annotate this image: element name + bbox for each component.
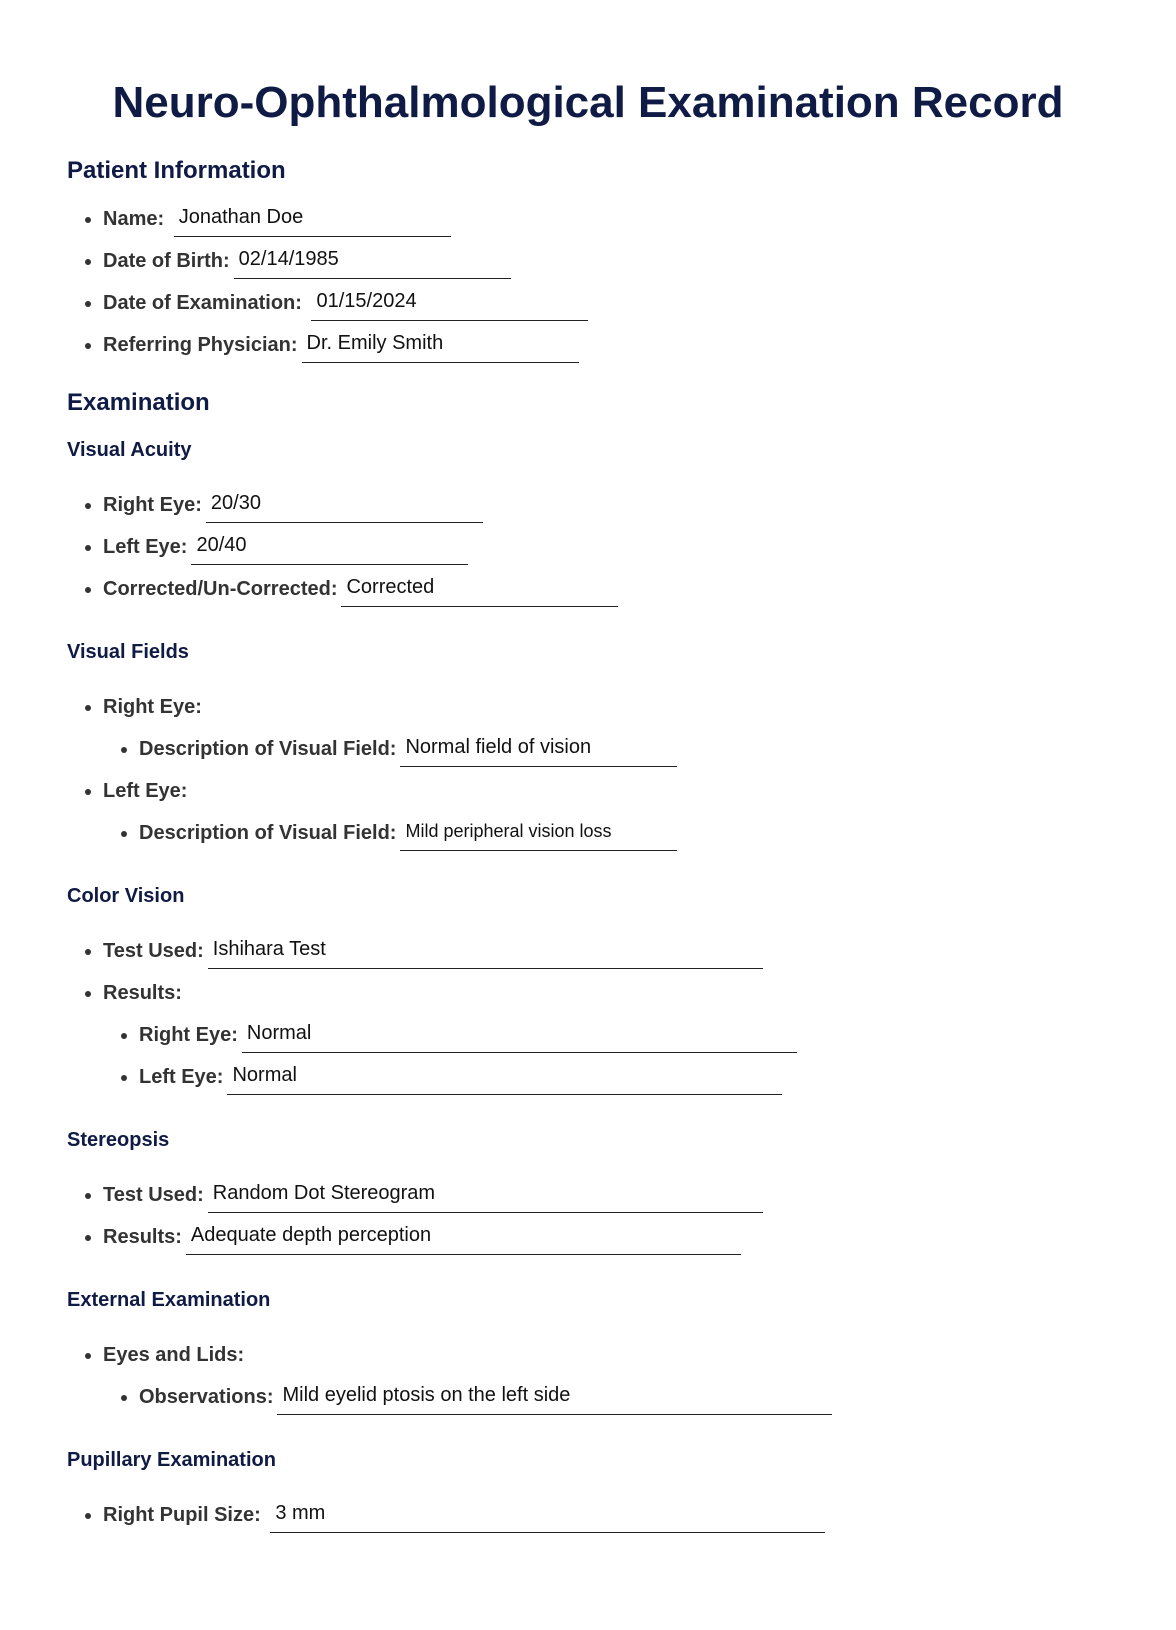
description-label: Description of Visual Field: — [139, 738, 397, 760]
left-visual-field-field[interactable]: Mild peripheral vision loss — [400, 824, 677, 851]
right-pupil-field[interactable]: 3 mm — [270, 1506, 825, 1533]
dob-field[interactable]: 02/14/1985 — [234, 252, 511, 279]
eyes-lids-label: Eyes and Lids: — [103, 1344, 245, 1366]
list-item — [103, 770, 1136, 854]
list-item — [103, 930, 1136, 972]
left-eye-label: Left Eye: — [139, 1066, 224, 1088]
dob-label: Date of Birth: — [103, 250, 230, 272]
left-eye-label: Left Eye: — [103, 780, 188, 802]
list-item — [103, 198, 1136, 240]
list-item — [103, 324, 1136, 366]
list-item — [139, 728, 1136, 770]
list-item — [103, 282, 1136, 324]
right-pupil-label: Right Pupil Size: — [103, 1504, 261, 1526]
observations-field[interactable]: Mild eyelid ptosis on the left side — [277, 1388, 832, 1415]
list-item — [139, 812, 1136, 854]
corrected-label: Corrected/Un-Corrected: — [103, 578, 338, 600]
list-item — [103, 1216, 1136, 1258]
list-item — [103, 1334, 1136, 1418]
stereo-test-field[interactable]: Random Dot Stereogram — [208, 1186, 763, 1213]
color-left-field[interactable]: Normal — [227, 1068, 782, 1095]
visual-acuity-list — [67, 484, 1136, 610]
left-eye-label: Left Eye: — [103, 536, 188, 558]
list-item — [103, 972, 1136, 1098]
patient-info-list — [67, 198, 1136, 366]
list-item — [139, 1056, 1136, 1098]
name-field[interactable]: Jonathan Doe — [174, 210, 451, 237]
list-item — [103, 240, 1136, 282]
physician-field[interactable]: Dr. Emily Smith — [302, 336, 579, 363]
color-right-field[interactable]: Normal — [242, 1026, 797, 1053]
external-exam-list — [67, 1334, 1136, 1418]
list-item — [103, 484, 1136, 526]
list-item — [139, 1014, 1136, 1056]
corrected-field[interactable]: Corrected — [341, 580, 618, 607]
exam-date-label: Date of Examination: — [103, 292, 302, 314]
patient-info-heading: Patient Information — [67, 157, 286, 184]
page-title: Neuro-Ophthalmological Examination Record — [112, 78, 1064, 127]
right-visual-field-field[interactable]: Normal field of vision — [400, 740, 677, 767]
color-vision-list — [67, 930, 1136, 1098]
test-used-label: Test Used: — [103, 940, 204, 962]
content — [67, 156, 1136, 1558]
description-label: Description of Visual Field: — [139, 822, 397, 844]
stereo-results-field[interactable]: Adequate depth perception — [186, 1228, 741, 1255]
right-eye-label: Right Eye: — [103, 494, 202, 516]
pupillary-list — [67, 1494, 1136, 1536]
color-vision-heading: Color Vision — [67, 885, 185, 907]
list-item — [103, 526, 1136, 568]
examination-heading: Examination — [67, 389, 210, 416]
stereopsis-heading: Stereopsis — [67, 1129, 170, 1151]
right-eye-acuity-field[interactable]: 20/30 — [206, 496, 483, 523]
left-eye-acuity-field[interactable]: 20/40 — [191, 538, 468, 565]
stereopsis-list — [67, 1174, 1136, 1258]
list-item — [103, 568, 1136, 610]
list-item — [103, 1174, 1136, 1216]
test-used-label: Test Used: — [103, 1184, 204, 1206]
name-label: Name: — [103, 208, 165, 230]
visual-fields-list — [67, 686, 1136, 854]
visual-acuity-heading: Visual Acuity — [67, 439, 192, 461]
external-exam-heading: External Examination — [67, 1289, 271, 1311]
results-label: Results: — [103, 1226, 182, 1248]
list-item — [103, 1494, 1136, 1536]
pupillary-exam-heading: Pupillary Examination — [67, 1449, 276, 1471]
results-label: Results: — [103, 982, 182, 1004]
list-item — [139, 1376, 1136, 1418]
physician-label: Referring Physician: — [103, 334, 298, 356]
color-test-field[interactable]: Ishihara Test — [208, 942, 763, 969]
exam-date-field[interactable]: 01/15/2024 — [311, 294, 588, 321]
observations-label: Observations: — [139, 1386, 274, 1408]
list-item — [103, 686, 1136, 770]
visual-fields-heading: Visual Fields — [67, 641, 189, 663]
right-eye-label: Right Eye: — [103, 696, 202, 718]
right-eye-label: Right Eye: — [139, 1024, 238, 1046]
